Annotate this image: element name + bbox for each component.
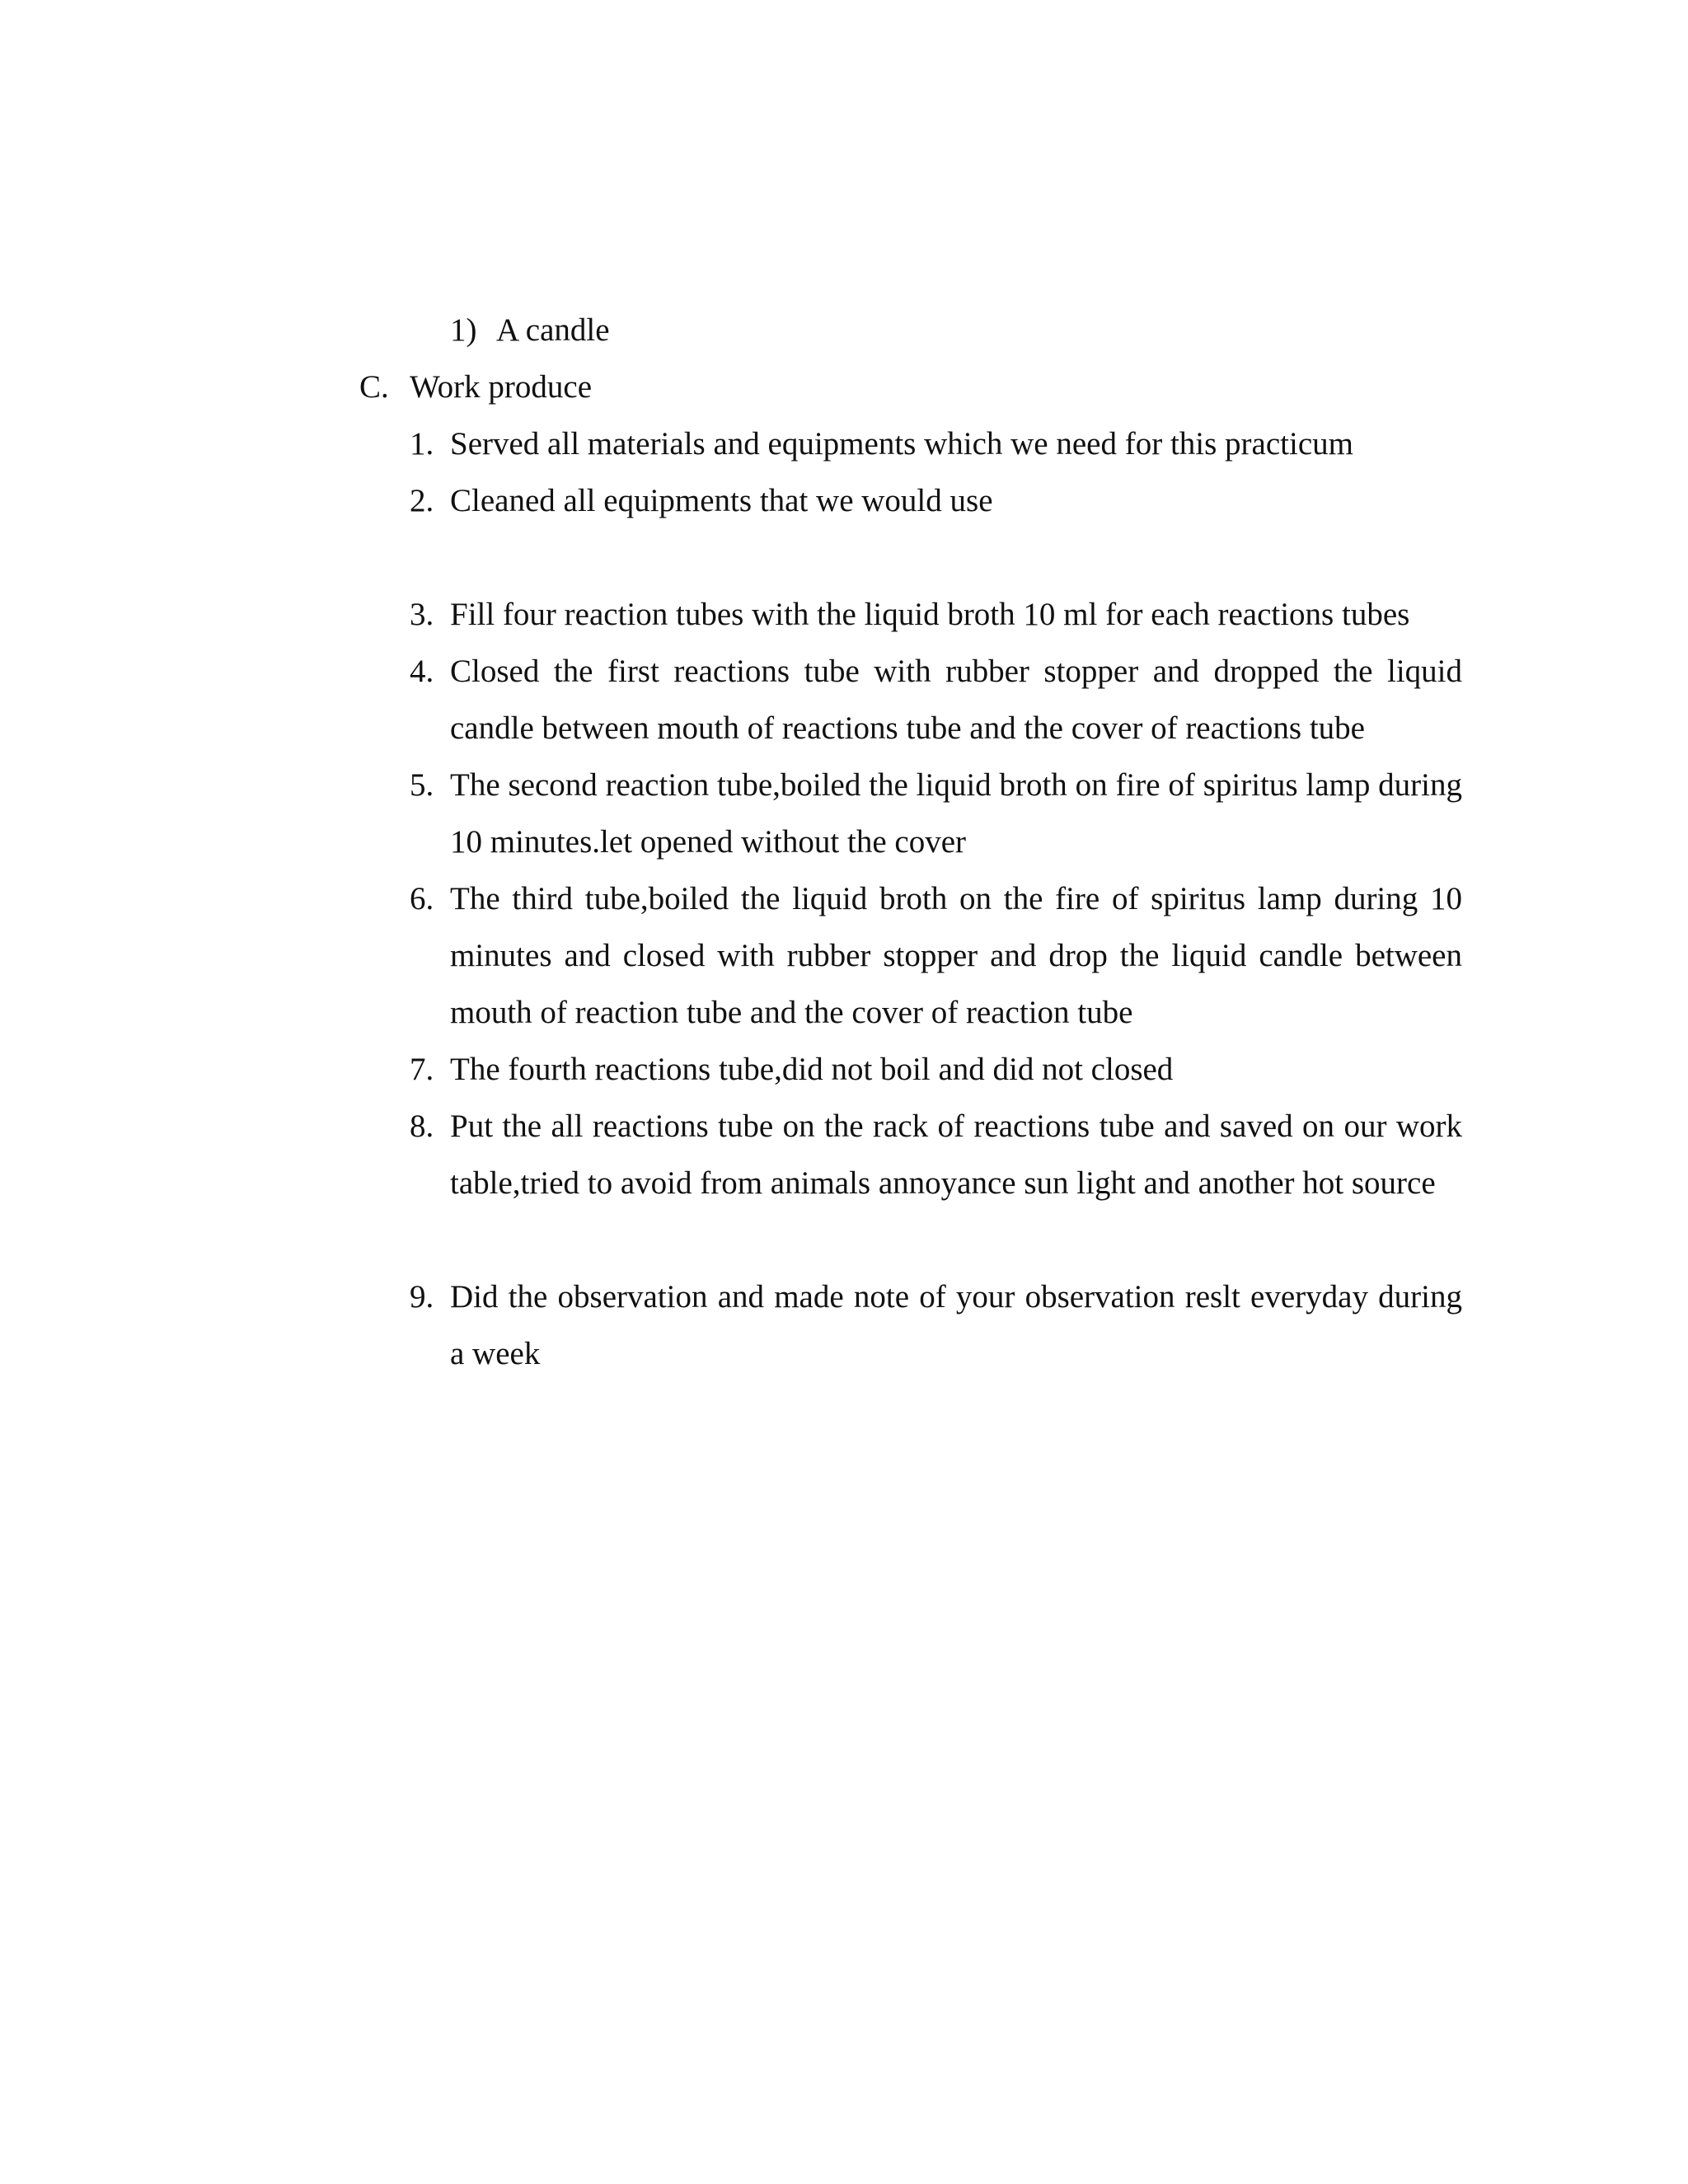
step-number: 1. <box>410 426 434 462</box>
section-marker: C. <box>359 369 389 405</box>
sub-item-text: A candle <box>496 312 610 348</box>
step-number: 6. <box>410 881 434 916</box>
step-text: Closed the first reactions tube with rubber stopper and dropped the liquid candle between mouth of reactions tube and the cover of reactions tube <box>450 654 1462 746</box>
step-text: Cleaned all equipments that we would use <box>450 483 993 518</box>
step-text: The fourth reactions tube,did not boil and did not closed <box>450 1052 1174 1087</box>
step-number: 3. <box>410 597 434 632</box>
section-heading: Work produce <box>410 369 593 405</box>
step-number: 7. <box>410 1052 434 1087</box>
step-number: 2. <box>410 483 434 518</box>
sub-item-marker: 1) <box>450 312 477 348</box>
step-number: 4. <box>410 654 434 689</box>
step-text: Did the observation and made note of your observation reslt everyday during a week <box>450 1279 1462 1371</box>
step-text: The second reaction tube,boiled the liquid broth on fire of spiritus lamp during 10 minutes.let opened without the cover <box>450 767 1462 860</box>
step-text: Fill four reaction tubes with the liquid broth 10 ml for each reactions tubes <box>450 597 1410 632</box>
step-text: Put the all reactions tube on the rack of reactions tube and saved on our work table,tried to avoid from animals annoyance sun light and another hot source <box>450 1108 1462 1201</box>
step-number: 5. <box>410 767 434 803</box>
step-text: The third tube,boiled the liquid broth on the fire of spiritus lamp during 10 minutes and closed with rubber stopper and drop the liquid candle between mouth of reaction tube and the cover of reaction tube <box>450 881 1462 1030</box>
step-number: 9. <box>410 1279 434 1315</box>
step-number: 8. <box>410 1108 434 1144</box>
step-text: Served all materials and equipments which we need for this practicum <box>450 426 1353 462</box>
